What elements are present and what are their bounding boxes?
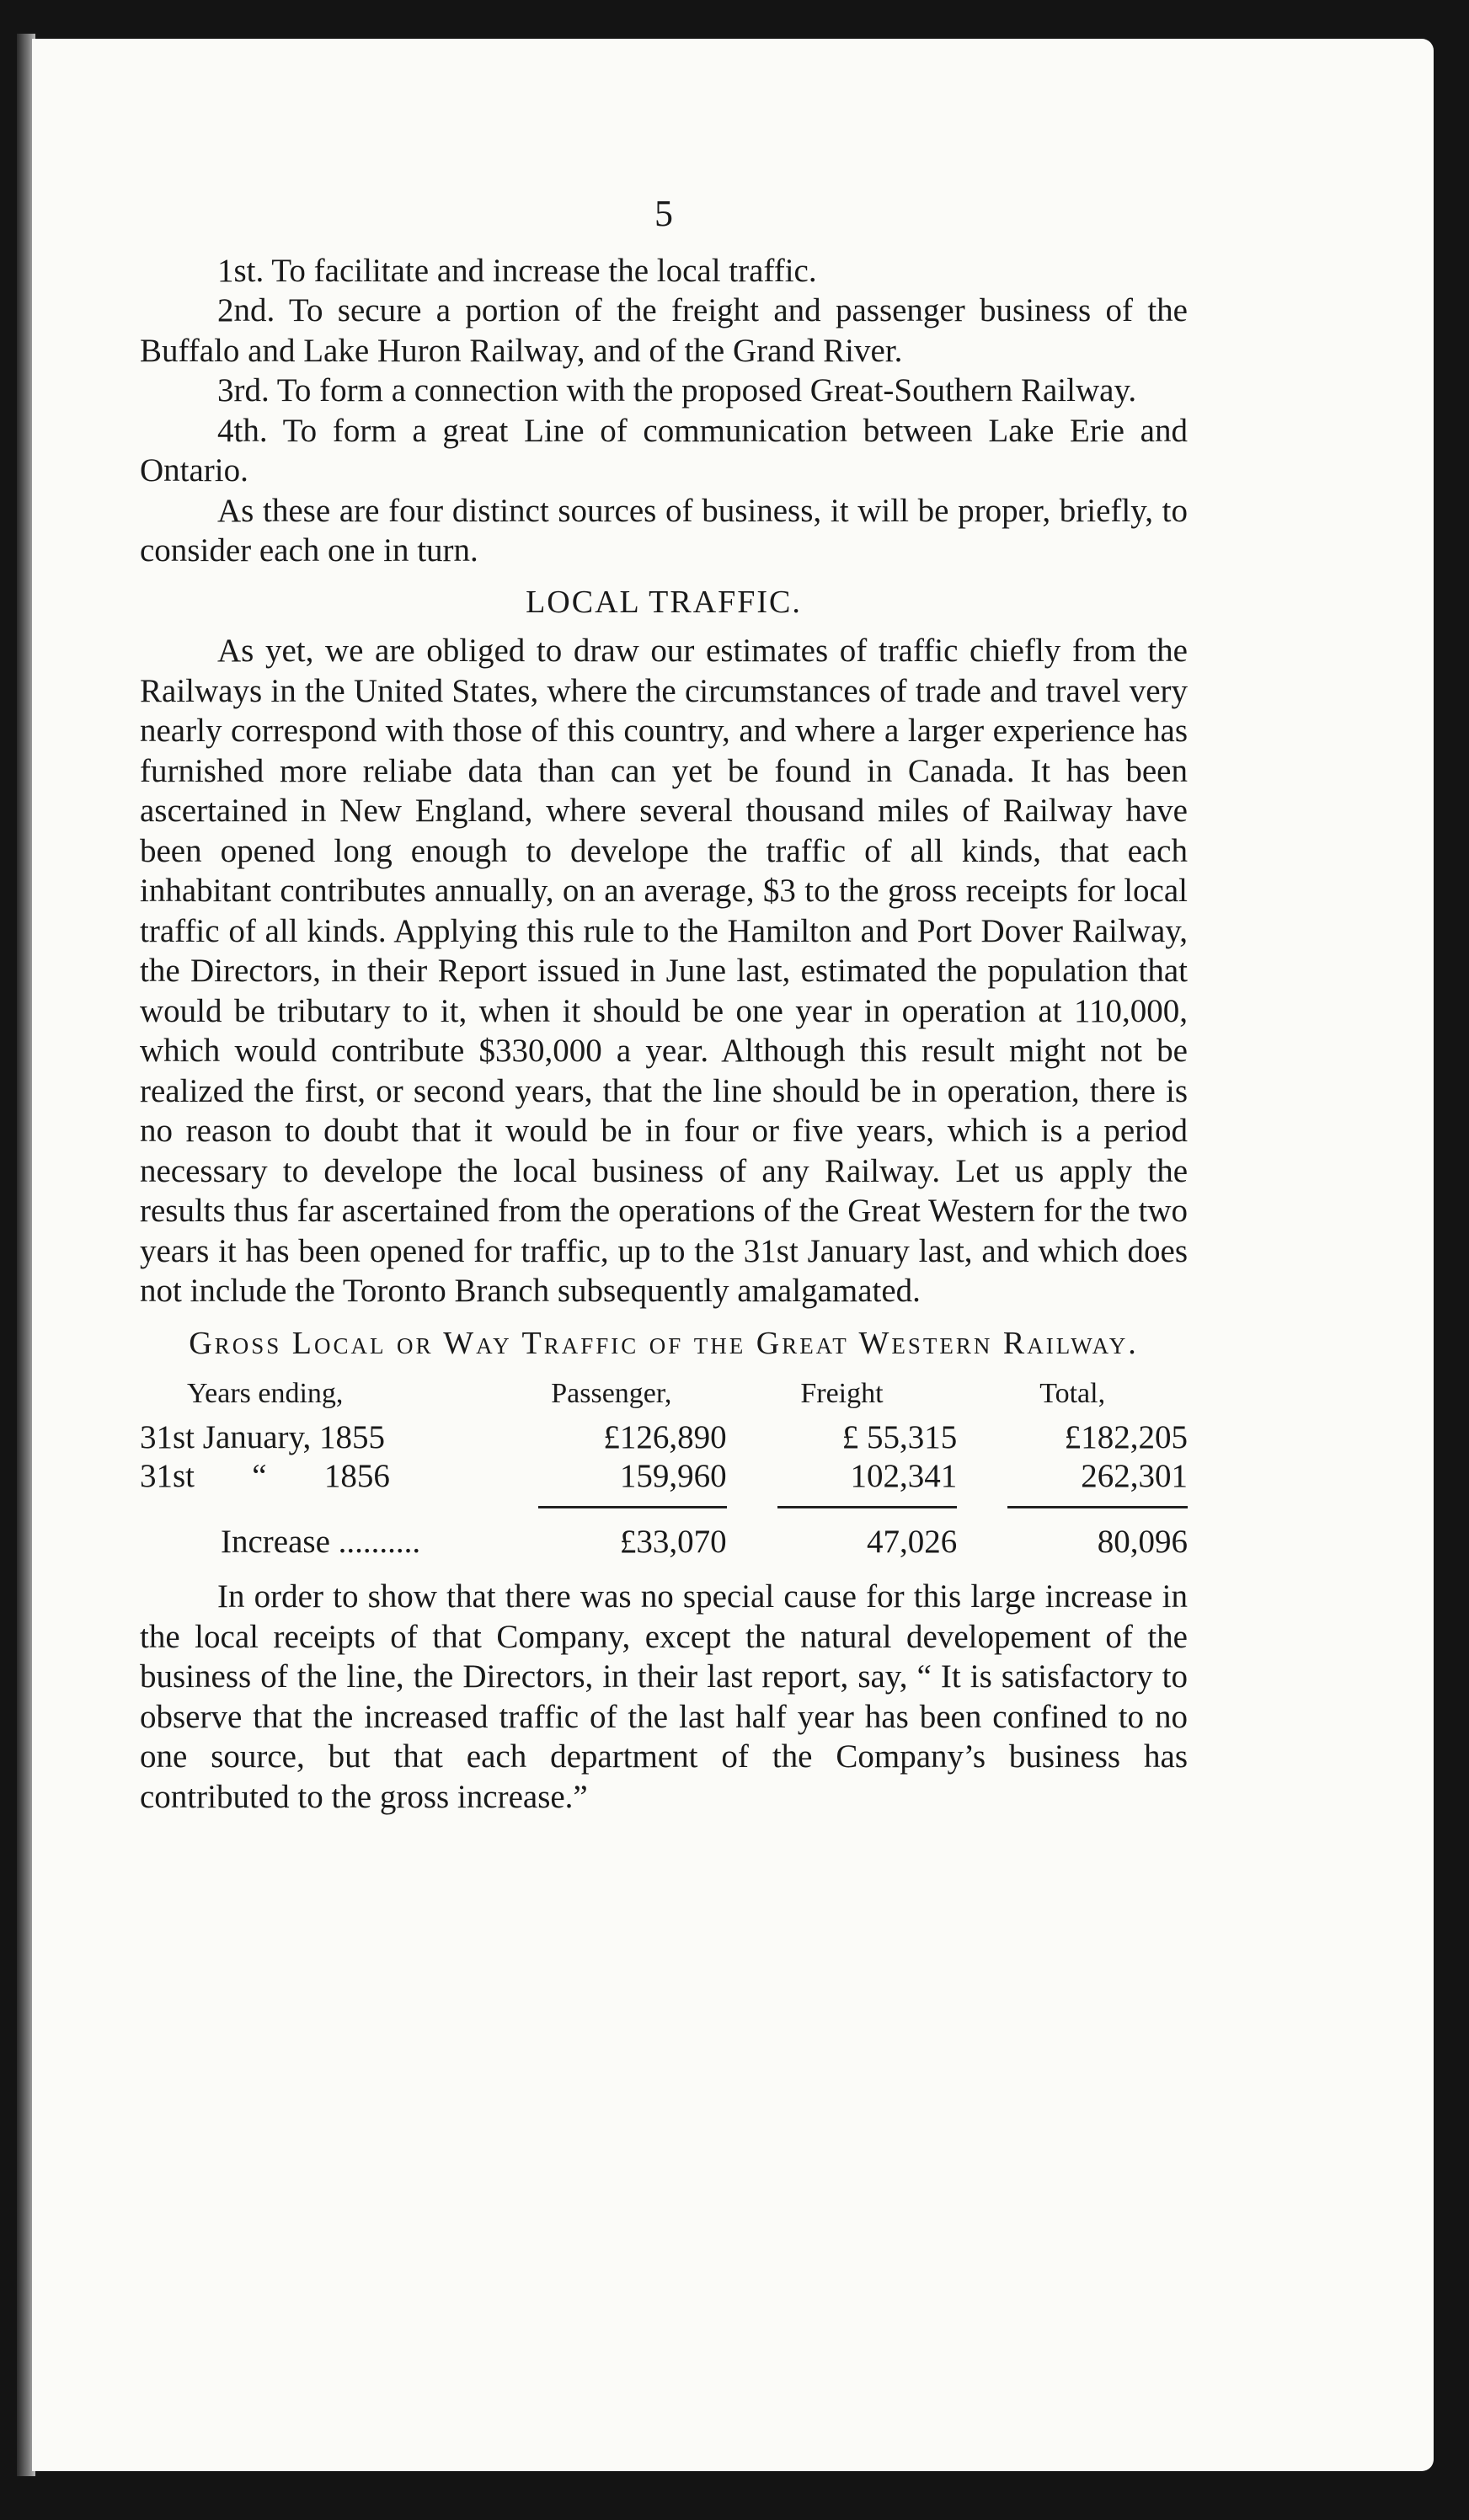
- header-total: Total,: [1039, 1377, 1106, 1409]
- increase-freight: 47,026: [867, 1524, 958, 1560]
- row-passenger: £126,890: [603, 1419, 727, 1455]
- local-traffic-paragraph: As yet, we are obliged to draw our estimates of traffic chiefly from the Railways in the United States, where the circumstances of trade and travel very nearly correspond with those of this country, and where a larger experience has furnished more reliabe data than can yet be found in Canada. It has been ascertained in New England, where several thousand miles of Railway have been opened long enough to develope the traffic of all kinds, that each inhabitant contributes annually, on an average, $3 to the gross receipts for local traffic of all kinds. Applying this rule to the Hamilton and Port Dover Railway, the Directors, in their Report issued in June last, estimated the population that would be tributary to it, when it should be one year in operation at 110,000, which would contribute $330,000 a year. Although this result might not be realized the first, or second years, that the line should be in operation, there is no reason to doubt that it would be in four or five years, which is a period necessary to develope the local business of any Railway. Let us apply the results thus far ascertained from the operations of the Great Western for the two years it has been opened for traffic, up to the 31st January last, and which does not include the Toronto Branch subsequently amalgamated.: [140, 633, 1188, 1309]
- sum-rule: [727, 1496, 958, 1518]
- row-total: 262,301: [1081, 1458, 1188, 1494]
- increase-row: [140, 1518, 1188, 1562]
- row-total: £182,205: [1064, 1419, 1188, 1455]
- increase-label: Increase ..........: [221, 1524, 421, 1560]
- sum-rule: [496, 1496, 727, 1518]
- point-4: 4th. To form a great Line of communication between Lake Erie and Ontario.: [140, 412, 1188, 489]
- table-header-row: [140, 1374, 1188, 1419]
- header-passenger: Passenger,: [551, 1377, 672, 1409]
- point-1: 1st. To facilitate and increase the local traffic.: [217, 252, 817, 289]
- point-2: 2nd. To secure a portion of the freight and passenger business of the Buffalo and Lake Huron Railway, and of the Grand River.: [140, 292, 1188, 369]
- row-freight: 102,341: [850, 1458, 958, 1494]
- increase-total: 80,096: [1097, 1524, 1188, 1560]
- section-heading: LOCAL TRAFFIC.: [526, 584, 802, 620]
- table-title: Gross Local or Way Traffic of the Great Western Railway.: [189, 1325, 1139, 1361]
- row-year: 31st January, 1855: [140, 1419, 386, 1455]
- point-3: 3rd. To form a connection with the proposed Great-Southern Railway.: [217, 372, 1137, 408]
- closing-paragraph: In order to show that there was no special cause for this large increase in the local receipts of that Company, except the natural developement of the business of the line, the Directors, in their last report, say, “ It is satisfactory to observe that the increased traffic of the last half year has been confined to no one source, but that each department of the Company’s business has contributed to the gross increase.”: [140, 1578, 1188, 1815]
- rule-spacer: [140, 1496, 496, 1518]
- row-year: 31st “ 1856: [140, 1458, 390, 1494]
- sum-rule: [957, 1496, 1188, 1518]
- page-number: 5: [654, 193, 673, 234]
- header-years: Years ending,: [187, 1377, 344, 1409]
- traffic-table: [140, 1374, 1188, 1562]
- intro-paragraph: As these are four distinct sources of business, it will be proper, briefly, to consider each one in turn.: [140, 492, 1188, 569]
- page-text: [140, 194, 1188, 1817]
- row-freight: £ 55,315: [841, 1419, 958, 1455]
- sum-rule-row: [140, 1496, 1188, 1518]
- table-row: [140, 1418, 1188, 1457]
- row-passenger: 159,960: [619, 1458, 727, 1494]
- increase-passenger: £33,070: [619, 1524, 727, 1560]
- header-freight: Freight: [800, 1377, 884, 1409]
- table-row: [140, 1457, 1188, 1496]
